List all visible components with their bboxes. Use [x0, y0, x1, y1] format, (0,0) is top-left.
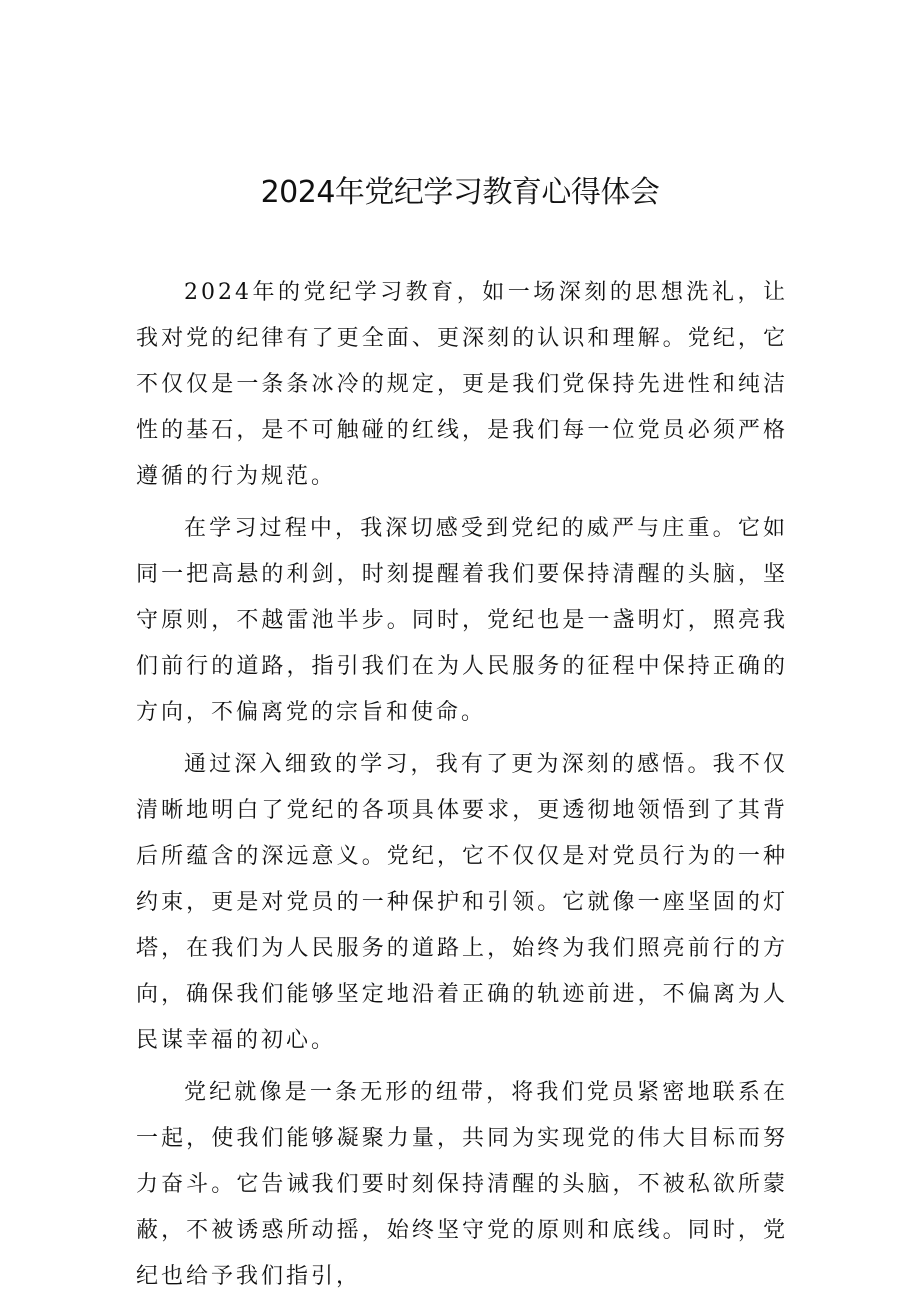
paragraph-3: 通过深入细致的学习，我有了更为深刻的感悟。我不仅清晰地明白了党纪的各项具体要求，更透彻地领悟到了其背后所蕴含的深远意义。党纪，它不仅仅是对党员行为的一种约束，更是对党员的一种保护和引领。它就像一座坚固的灯塔，在我们为人民服务的道路上，始终为我们照亮前行的方向，确保我们能够坚定地沿着正确的轨迹前进，不偏离为人民谋幸福的初心。 [136, 752, 788, 1053]
document-body [136, 270, 788, 1306]
paragraph-2: 在学习过程中，我深切感受到党纪的威严与庄重。它如同一把高悬的利剑，时刻提醒着我们要保持清醒的头脑，坚守原则，不越雷池半步。同时，党纪也是一盏明灯，照亮我们前行的道路，指引我们在为人民服务的征程中保持正确的方向，不偏离党的宗旨和使命。 [136, 516, 788, 725]
document-title: 2024年党纪学习教育心得体会 [260, 175, 660, 210]
paragraph-4: 党纪就像是一条无形的纽带，将我们党员紧密地联系在一起，使我们能够凝聚力量，共同为实现党的伟大目标而努力奋斗。它告诫我们要时刻保持清醒的头脑，不被私欲所蒙蔽，不被诱惑所动摇，始终坚守党的原则和底线。同时，党纪也给予我们指引， [136, 1080, 788, 1289]
paragraph-1: 2024年的党纪学习教育，如一场深刻的思想洗礼，让我对党的纪律有了更全面、更深刻的认识和理解。党纪，它不仅仅是一条条冰冷的规定，更是我们党保持先进性和纯洁性的基石，是不可触碰的红线，是我们每一位党员必须严格遵循的行为规范。 [136, 280, 788, 489]
